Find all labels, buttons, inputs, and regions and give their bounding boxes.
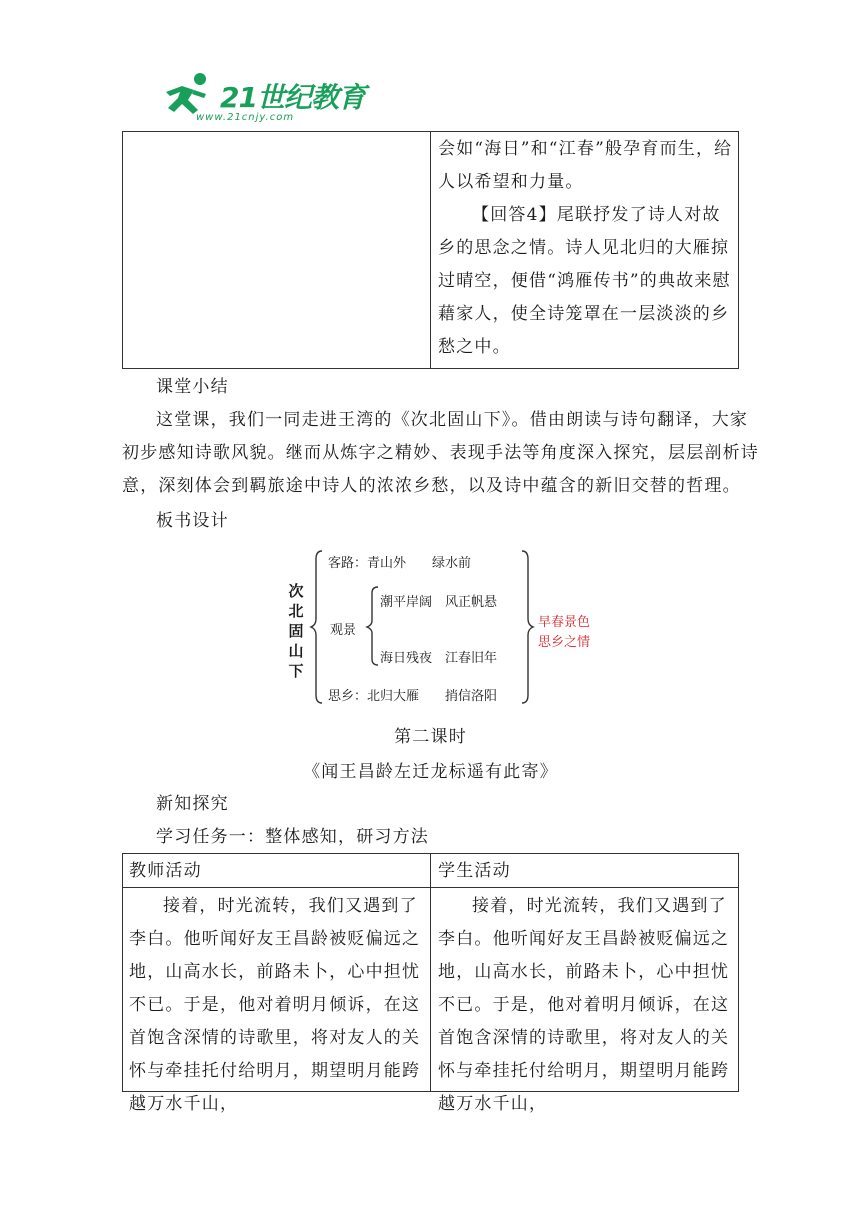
section-heading: 新知探究 [156,794,229,814]
board-title-char: 北 [288,602,304,620]
summary-line-1: 这堂课，我们一同走进王湾的《次北固山下》。借由朗读与诗句翻译，大家 [156,410,749,430]
summary-line-3: 意，深刻体会到羁旅途中诗人的浓浓乡愁，以及诗中蕴含的新旧交替的哲理。 [122,476,741,496]
board-guanjing-1: 潮平岸阔 风正帆悬 [380,595,498,610]
student-activity: 接着，时光流转，我们又遇到了李白。他听闻好友王昌龄被贬偏远之地，山高水长，前路未卜，心中担忧不已。于是，他对着明月倾诉，在这首饱含深情的诗歌里，将对友人的关怀与牵挂托付给明月，期望明月能跨越万水千山， [438,896,730,1114]
board-title-char: 固 [288,622,304,640]
site-logo [160,72,370,128]
board-kelu: 客路：青山外 绿水前 [328,556,472,571]
header-teacher: 教师活动 [129,861,202,881]
board-design-diagram [280,545,620,710]
board-right-2: 思乡之情 [538,635,591,650]
board-sixiang: 思乡：北归大雁 捎信洛阳 [328,689,498,704]
board-guanjing-2: 海日残夜 江春旧年 [380,651,498,666]
left-brace-big [311,551,322,703]
right-brace-big [522,551,533,703]
poem-title: 《闻王昌龄左迁龙标遥有此寄》 [303,762,558,782]
lesson-title: 第二课时 [394,727,467,747]
answer-4: 【回答4】尾联抒发了诗人对故乡的思念之情。诗人见北归的大雁掠过晴空，便借“鸿雁传书”的典故来慰藉家人，使全诗笼罩在一层淡淡的乡愁之中。 [438,205,731,357]
board-title-char: 山 [288,642,304,660]
logo-name: 21世纪教育 [220,81,365,114]
answer-continuation: 会如“海日”和“江春”般孕育而生，给人以希望和力量。 [438,139,733,192]
board-heading: 板书设计 [156,511,229,531]
summary-line-2: 初步感知诗歌风貌。继而从炼字之精妙、表现手法等角度深入探究，层层剖析诗 [122,443,759,463]
activity-table-divider [430,853,431,1092]
header-student: 学生活动 [438,861,511,881]
summary-heading: 课堂小结 [156,377,229,397]
board-title-char: 次 [288,582,304,600]
board-right-1: 早春景色 [538,615,591,630]
left-brace-small [367,587,378,665]
task-heading: 学习任务一：整体感知，研习方法 [156,827,429,847]
table-divider [430,131,431,369]
board-guanjing: 观景 [330,623,357,638]
teacher-activity: 接着，时光流转，我们又遇到了李白。他听闻好友王昌龄被贬偏远之地，山高水长，前路未卜，心中担忧不已。于是，他对着明月倾诉，在这首饱含深情的诗歌里，将对友人的关怀与牵挂托付给明月，期望明月能跨越万水千山， [129,896,421,1114]
logo-url: www.21cnjy.com [196,112,295,123]
board-title-char: 下 [288,662,304,680]
activity-table-header-line [122,887,739,888]
